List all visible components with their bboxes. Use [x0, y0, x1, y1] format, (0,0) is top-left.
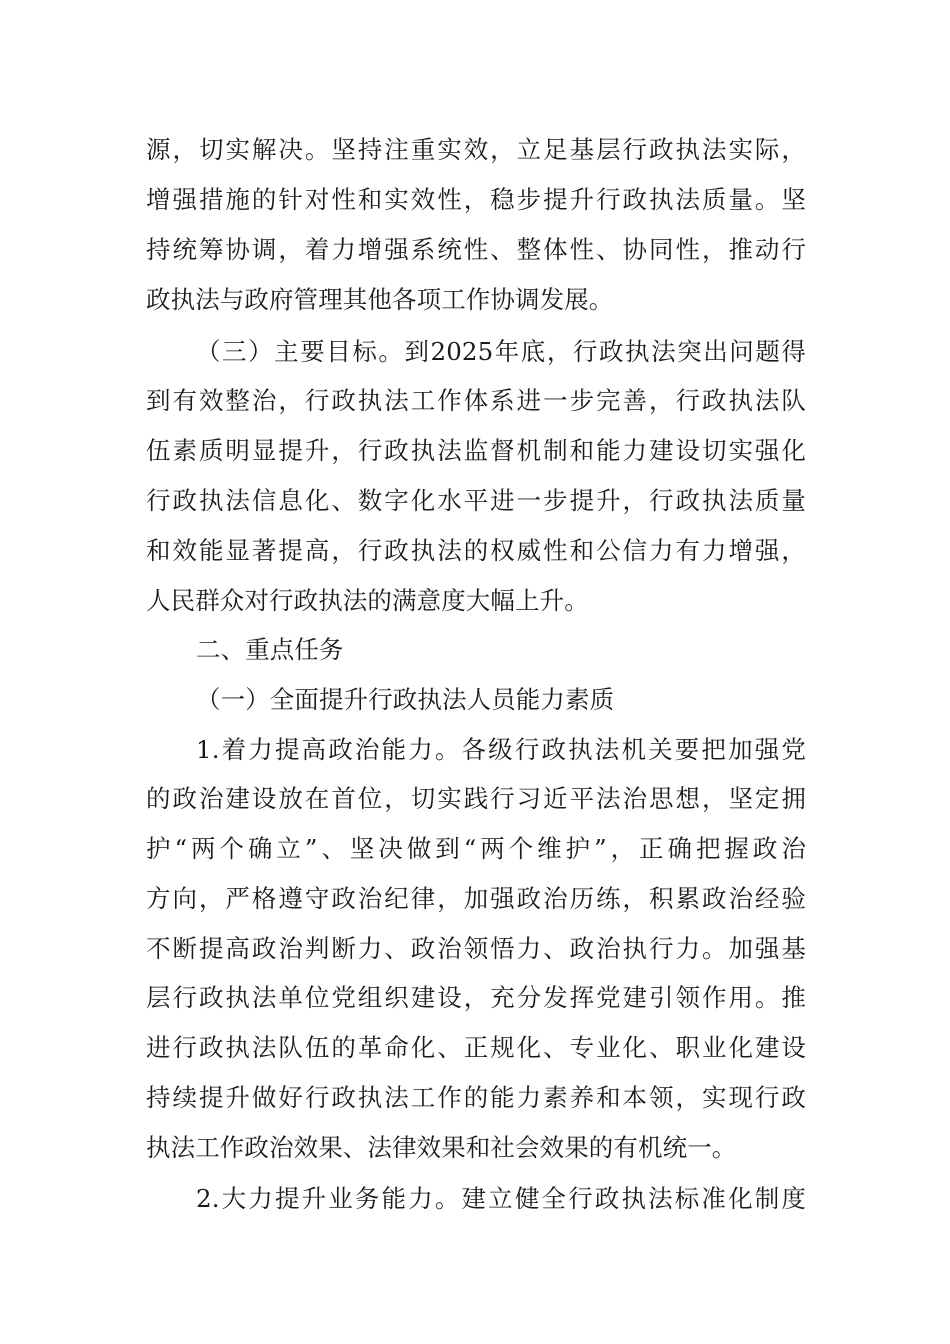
paragraph-line: 不断提高政治判断力、政治领悟力、政治执行力。加强基	[146, 934, 806, 963]
paragraph-line: 持统筹协调，着力增强系统性、整体性、协同性，推动行	[146, 235, 806, 264]
paragraph-line: （三）主要目标。到2025年底，行政执法突出问题得	[196, 337, 806, 366]
paragraph-line: 和效能显著提高，行政执法的权威性和公信力有力增强，	[146, 536, 806, 565]
paragraph-line: 层行政执法单位党组织建设，充分发挥党建引领作用。推	[146, 983, 806, 1012]
paragraph-line: 执法工作政治效果、法律效果和社会效果的有机统一。	[146, 1133, 737, 1162]
paragraph-line: 政执法与政府管理其他各项工作协调发展。	[146, 285, 614, 314]
paragraph-line: 行政执法信息化、数字化水平进一步提升，行政执法质量	[146, 486, 806, 515]
paragraph-line: 伍素质明显提升，行政执法监督机制和能力建设切实强化	[146, 436, 806, 465]
paragraph-line: 1.着力提高政治能力。各级行政执法机关要把加强党	[196, 735, 806, 764]
paragraph-line: 增强措施的针对性和实效性，稳步提升行政执法质量。坚	[146, 185, 806, 214]
paragraph-line: 持续提升做好行政执法工作的能力素养和本领，实现行政	[146, 1083, 806, 1112]
paragraph-line: 2.大力提升业务能力。建立健全行政执法标准化制度	[196, 1184, 806, 1213]
paragraph-line: 的政治建设放在首位，切实践行习近平法治思想，坚定拥	[146, 784, 806, 813]
subsection-heading: （一）全面提升行政执法人员能力素质	[196, 685, 615, 714]
paragraph-line: 人民群众对行政执法的满意度大幅上升。	[146, 586, 589, 615]
paragraph-line: 到有效整治，行政执法工作体系进一步完善，行政执法队	[146, 386, 806, 415]
paragraph-line: 方向，严格遵守政治纪律，加强政治历练，积累政治经验	[146, 884, 806, 913]
paragraph-line: 护“两个确立”、坚决做到“两个维护”，正确把握政治	[146, 834, 806, 863]
paragraph-line: 源，切实解决。坚持注重实效，立足基层行政执法实际，	[146, 135, 806, 164]
paragraph-line: 进行政执法队伍的革命化、正规化、专业化、职业化建设	[146, 1033, 806, 1062]
section-heading: 二、重点任务	[196, 635, 344, 664]
